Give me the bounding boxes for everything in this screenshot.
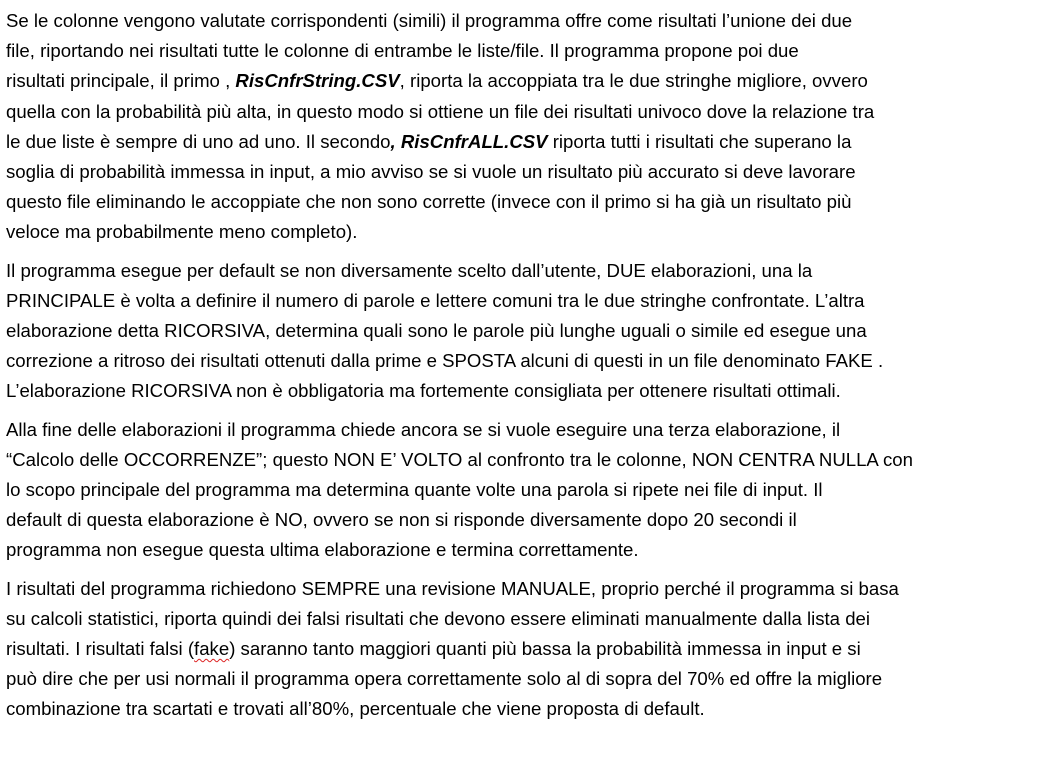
text-line	[6, 157, 1053, 187]
paragraph-1	[6, 6, 1053, 248]
text-line	[6, 36, 1053, 66]
text-run: correzione a ritroso dei risultati ottenuti dalla prime e SPOSTA alcuni di questi in un file denominato FAKE .	[6, 350, 884, 372]
text-run: “Calcolo delle OCCORRENZE”; questo NON E’ VOLTO al confronto tra le colonne, NON CENTRA NULLA con	[6, 448, 913, 470]
text-run: questo file eliminando le accoppiate che non sono corrette (invece con il primo si ha già un risultato più	[6, 191, 852, 213]
text-run: file, riportando nei risultati tutte le colonne di entrambe le liste/file. Il programma propone poi due	[6, 40, 799, 62]
text-line	[6, 346, 1053, 376]
text-run: default di questa elaborazione è NO, ovvero se non si risponde diversamente dopo 20 secondi il	[6, 509, 797, 531]
text-run: L’elaborazione RICORSIVA non è obbligatoria ma fortemente consigliata per ottenere risultati ottimali.	[6, 380, 841, 402]
text-run: combinazione tra scartati e trovati all’80%, percentuale che viene proposta di default.	[6, 698, 705, 720]
text-run: Se le colonne vengono valutate corrispondenti (simili) il programma offre come risultati l’unione dei due	[6, 10, 853, 31]
text-run: elaborazione detta RICORSIVA, determina quali sono le parole più lunghe uguali o simile ed esegue una	[6, 320, 867, 342]
text-run: risultati principale, il primo ,	[6, 70, 236, 92]
text-line	[6, 256, 1053, 286]
text-run: quella con la probabilità più alta, in questo modo si ottiene un file dei risultati univoco dove la relazione tra	[6, 100, 875, 122]
spellcheck-flagged-word: fake	[194, 638, 230, 660]
paragraph-3	[6, 415, 1053, 566]
text-line	[6, 286, 1053, 316]
text-line	[6, 475, 1053, 505]
text-line	[6, 97, 1053, 127]
filename-emphasis: RisCnfrString.CSV	[235, 70, 400, 92]
text-line	[6, 445, 1053, 475]
text-line	[6, 66, 1053, 96]
paragraph-2	[6, 256, 1053, 407]
text-line	[6, 664, 1053, 694]
text-run: le due liste è sempre di uno ad uno. Il secondo	[6, 130, 391, 152]
text-run: Alla fine delle elaborazioni il programma chiede ancora se si vuole eseguire una terza elaborazione, il	[6, 418, 841, 440]
text-line	[6, 376, 1053, 406]
text-run: può dire che per usi normali il programma opera correttamente solo al di sopra del 70% ed offre la migliore	[6, 668, 883, 690]
text-run: risultati. I risultati falsi (	[6, 638, 195, 660]
text-run: programma non esegue questa ultima elaborazione e termina correttamente.	[6, 539, 639, 561]
text-line	[6, 634, 1053, 664]
text-line	[6, 505, 1053, 535]
text-line	[6, 415, 1053, 445]
text-run: su calcoli statistici, riporta quindi dei falsi risultati che devono essere eliminati manualmente dalla lista dei	[6, 607, 871, 629]
text-line	[6, 604, 1053, 634]
filename-emphasis: , RisCnfrALL.CSV	[390, 130, 548, 152]
text-run: ) saranno tanto maggiori quanti più bassa la probabilità immessa in input e si	[229, 638, 861, 660]
text-run: lo scopo principale del programma ma determina quante volte una parola si ripete nei file di input. Il	[6, 479, 823, 501]
text-line	[6, 217, 1053, 247]
text-run: , riporta la accoppiata tra le due stringhe migliore, ovvero	[399, 70, 868, 92]
text-run: soglia di probabilità immessa in input, a mio avviso se si vuole un risultato più accurato si deve lavorare	[6, 161, 856, 183]
text-run: veloce ma probabilmente meno completo).	[6, 221, 358, 243]
text-line	[6, 6, 1053, 36]
text-line	[6, 187, 1053, 217]
text-run: riporta tutti i risultati che superano la	[547, 130, 852, 152]
text-line	[6, 535, 1053, 565]
text-line	[6, 574, 1053, 604]
text-run: PRINCIPALE è volta a definire il numero di parole e lettere comuni tra le due stringhe confrontate. L’altra	[6, 289, 865, 311]
text-line	[6, 127, 1053, 157]
text-line	[6, 316, 1053, 346]
text-run: Il programma esegue per default se non diversamente scelto dall’utente, DUE elaborazioni, una la	[6, 259, 813, 281]
text-line	[6, 694, 1053, 724]
text-run: I risultati del programma richiedono SEMPRE una revisione MANUALE, proprio perché il programma si basa	[6, 577, 899, 599]
paragraph-4	[6, 574, 1053, 725]
document-body	[6, 6, 1053, 725]
